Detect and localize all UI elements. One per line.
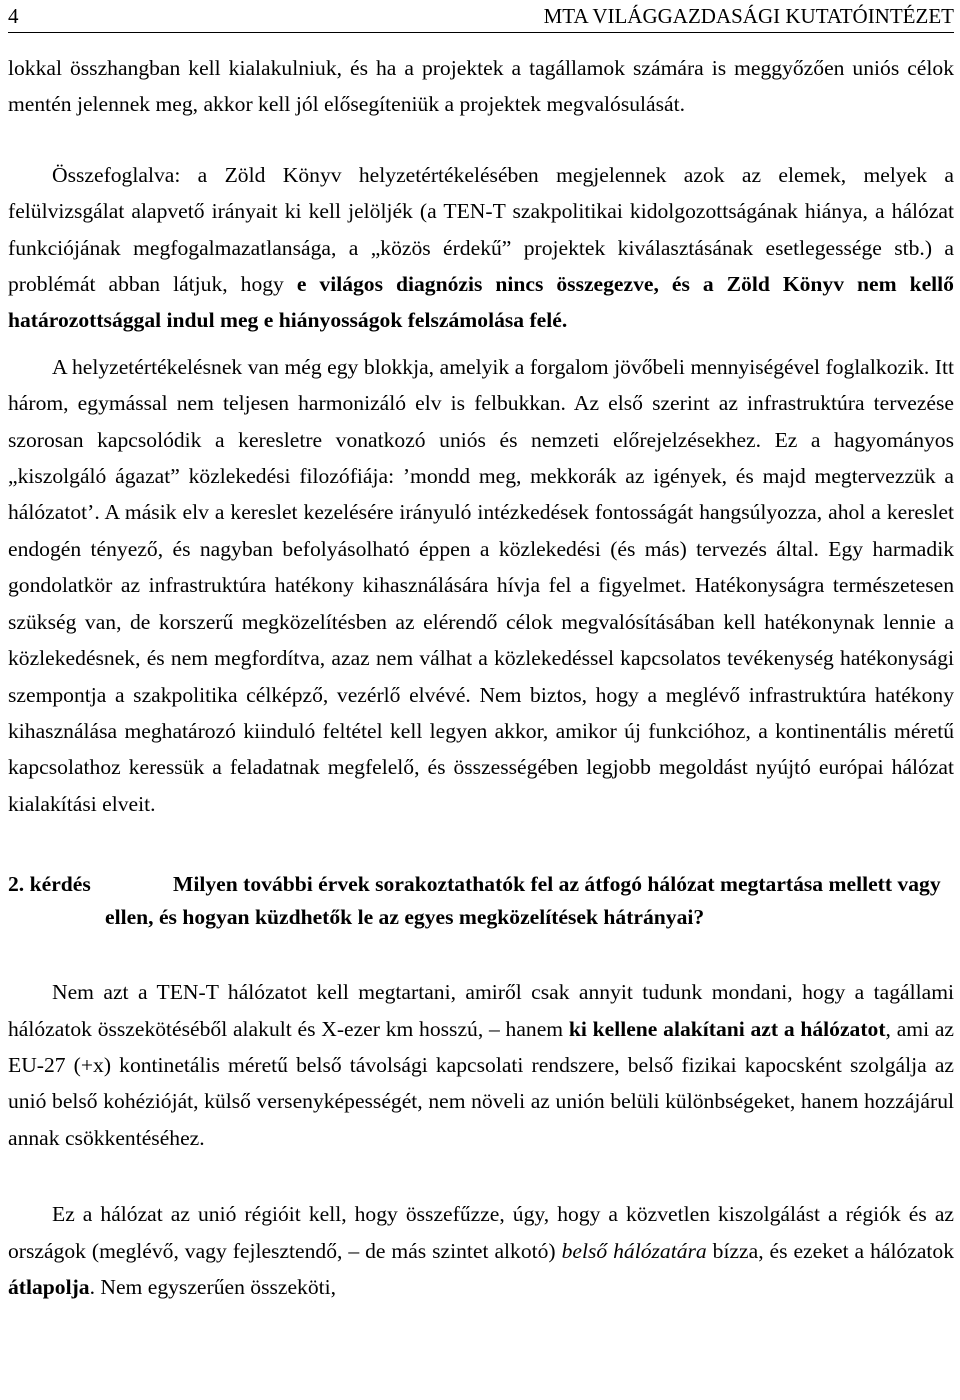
paragraph <box>8 157 954 339</box>
paragraph-text: , ami az EU-27 (+x) kontinetális méretű belső távolsági kapcsolati rendszere, belső fizikai kapocsként szolgálja az unió belső kohézióját, külső versenyképességét, nem növeli az unión belüli különbségeket, hanem hozzájárul annak csökkentéséhez. <box>8 1016 954 1150</box>
document-body <box>8 50 954 1305</box>
paragraph <box>8 1196 954 1305</box>
question-text: Milyen további érvek sorakoztathatók fel az átfogó hálózat megtartása mellett vagy ellen, és hogyan küzdhetők le az egyes megközelítések hátrányai? <box>105 872 941 930</box>
paragraph <box>8 974 954 1156</box>
paragraph: lokkal összhangban kell kialakulniuk, és ha a projektek a tagállamok számára is meggyőzően uniós célok mentén jelennek meg, akkor kell jól elősegíteniük a projektek megvalósulását. <box>8 56 954 117</box>
bold-phrase: ki kellene alakítani azt a hálózatot <box>568 1016 886 1041</box>
bold-phrase: átlapolja <box>8 1274 90 1299</box>
paragraph: A helyzetértékelésnek van még egy blokkja, amelyik a forgalom jövőbeli mennyiségével foglalkozik. Itt három, egymással nem teljesen harmonizáló elv is felbukkan. Az első szerint az infrastruktúra tervezése szorosan kapcsolódik a keresletre vonatkozó uniós és nemzeti előrejelzésekhez. Ez a hagyományos „kiszolgáló ágazat” közlekedési filozófiája: ’mondd meg, mekkorák az igények, és majd megtervezzük a hálózatot’. A másik elv a kereslet kezelésére irányuló intézkedések fontosságát hangsúlyozza, ahol a kereslet endogén tényező, és nagyban befolyásolható éppen a közlekedési (és más) tervezés által. Egy harmadik gondolatkör az infrastruktúra hatékony kihasználására hívja fel a figyelmet. Hatékonyságra természetesen szükség van, de korszerű megközelítésben az elérendő célok megvalósításában kell hatékonynak lennie a közlekedésnek, és nem megfordítva, azaz nem válhat a közlekedéssel kapcsolatos tevékenység hatékonysági szempontja a szakpolitika célképző, vezérlő elvévé. Nem biztos, hogy a meglévő infrastruktúra hatékony kihasználása meghatározó kiinduló feltétel kell legyen akkor, amikor új funkcióhoz, a kontinentális méretű kapcsolathoz keressük a feladatnak megfelelő, és összességében legjobb megoldást nyújtó európai hálózat kialakítási elveit. <box>8 354 954 816</box>
question-heading <box>8 868 954 934</box>
running-title: MTA VILÁGGAZDASÁGI KUTATÓINTÉZET <box>543 4 954 28</box>
italic-phrase: belső hálózatára <box>561 1238 707 1263</box>
paragraph-text: Nem azt a TEN-T hálózatot kell megtartani, amiről csak annyit tudunk mondani, hogy a tagállami hálózatok összekötéséből alakult és X-ezer km hosszú, – hanem <box>8 980 954 1041</box>
bold-statement: e világos diagnózis nincs összegezve, és a Zöld Könyv nem kellő határozottsággal indul meg e hiányosságok felszámolása felé. <box>8 272 954 333</box>
page-header <box>8 2 954 33</box>
paragraph-text: . Nem egyszerűen összeköti, <box>89 1274 337 1299</box>
question-number: 2. kérdés <box>8 872 91 897</box>
page-number: 4 <box>8 4 19 28</box>
paragraph-text: Összefoglalva: a Zöld Könyv helyzetértékelésében megjelennek azok az elemek, melyek a felülvizsgálat alapvető irányait ki kell jelöljék (a TEN-T szakpolitikai kidolgozottságának hiánya, a hálózat funkciójának megfogalmazatlansága, a „közös érdekű” projektek kiválasztásának esetlegessége stb.) a problémát abban látjuk, hogy <box>8 162 954 297</box>
paragraph-text: Ez a hálózat az unió régióit kell, hogy összefűzze, úgy, hogy a közvetlen kiszolgálást a régiók és az országok (meglévő, vagy fejlesztendő, – de más szintet alkotó) <box>8 1202 954 1263</box>
paragraph-text: bízza, és ezeket a hálózatok <box>706 1238 955 1263</box>
